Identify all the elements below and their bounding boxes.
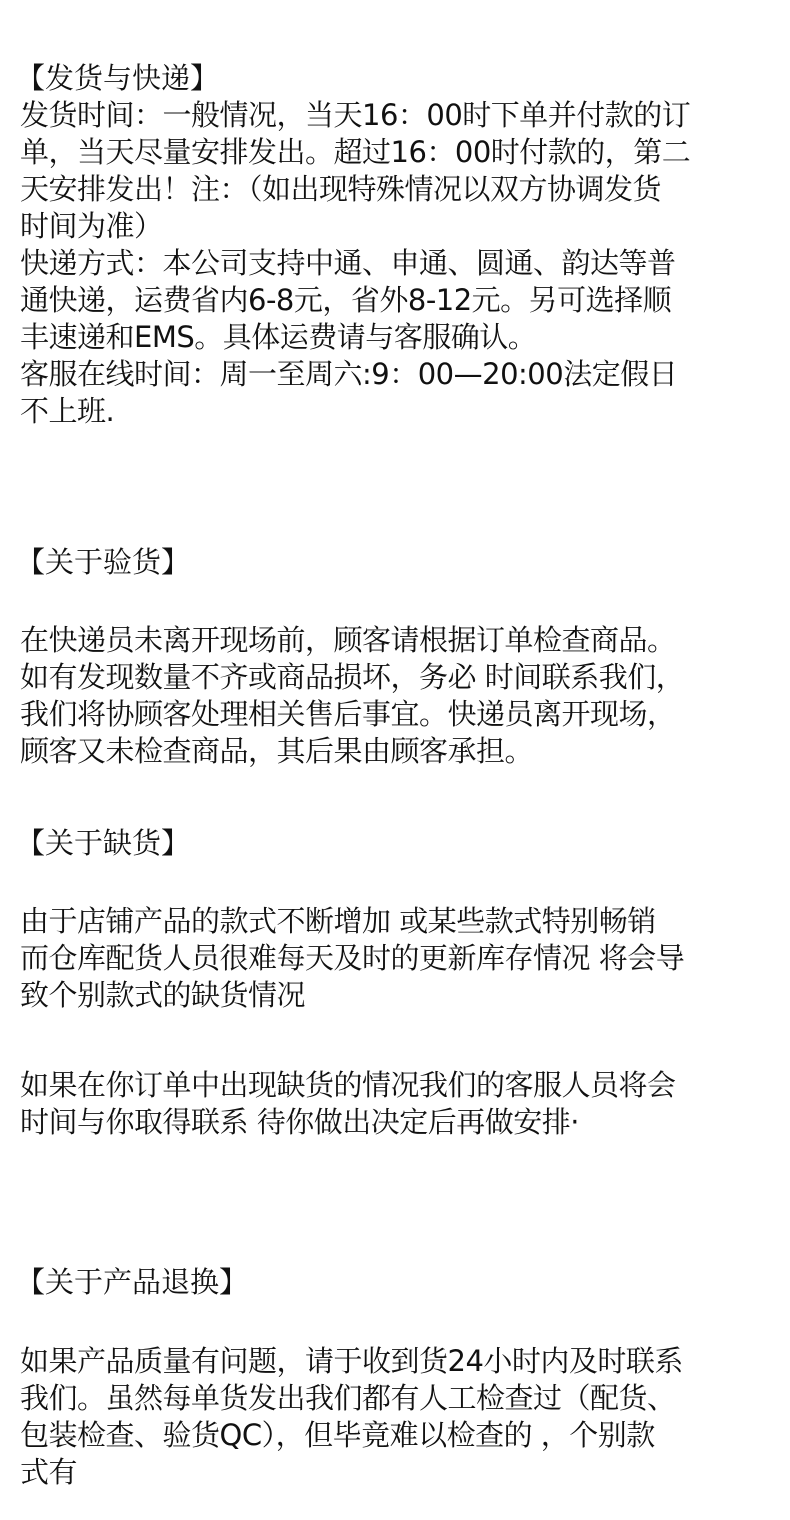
paragraph-line: 如果产品质量有问题，请于收到货24小时内及时联系 [20,1344,683,1378]
section-returns [16,1264,249,1301]
paragraph-line: 不上班. [20,394,115,428]
section-heading: 【关于验货】 [16,545,191,579]
section-inspection-body [20,622,684,770]
paragraph-line: 式有 [20,1455,78,1489]
paragraph-line: 单，当天尽量安排发出。超过16：00时付款的，第二 [20,135,691,169]
section-stockout-body [20,903,684,1014]
paragraph-line: 我们。虽然每单货发出我们都有人工检查过（配货、 [20,1381,676,1415]
paragraph-line: 我们将协顾客处理相关售后事宜。快递员离开现场， [20,697,676,731]
paragraph-line: 时间为准） [20,209,163,243]
paragraph-line: 时间与你取得联系 待你做出决定后再做安排· [20,1105,579,1139]
paragraph-line: 顾客又未检查商品，其后果由顾客承担。 [20,734,534,768]
paragraph-line: 由于店铺产品的款式不断增加 或某些款式特别畅销 [20,904,656,938]
section-heading: 【发货与快递】 [16,61,220,95]
paragraph-line: 如有发现数量不齐或商品损坏，务必 时间联系我们， [20,660,685,694]
paragraph-line: 包装检查、验货QC），但毕竟难以检查的 ，个别款 [20,1418,655,1452]
section-shipping [16,60,691,430]
section-returns-body [20,1343,683,1491]
paragraph-line: 如果在你订单中出现缺货的情况我们的客服人员将会 [20,1068,676,1102]
section-stockout-body-2 [20,1067,676,1141]
section-heading: 【关于缺货】 [16,826,191,860]
paragraph-line: 致个别款式的缺货情况 [20,978,306,1012]
section-heading: 【关于产品退换】 [16,1265,249,1299]
section-inspection [16,544,191,581]
paragraph-line: 天安排发出！注：（如出现特殊情况以双方协调发货 [20,172,662,206]
paragraph-line: 在快递员未离开现场前，顾客请根据订单检查商品。 [20,623,676,657]
paragraph-line: 丰速递和EMS。具体运费请与客服确认。 [20,320,537,354]
paragraph-line: 快递方式：本公司支持中通、申通、圆通、韵达等普 [20,246,676,280]
paragraph-line: 发货时间：一般情况，当天16：00时下单并付款的订 [20,98,691,132]
paragraph-line: 而仓库配货人员很难每天及时的更新库存情况 将会导 [20,941,685,975]
paragraph-line: 通快递，运费省内6-8元，省外8-12元。另可选择顺 [20,283,672,317]
paragraph-line: 客服在线时间：周一至周六:9：00—20:00法定假日 [20,357,678,391]
section-stockout [16,825,191,862]
